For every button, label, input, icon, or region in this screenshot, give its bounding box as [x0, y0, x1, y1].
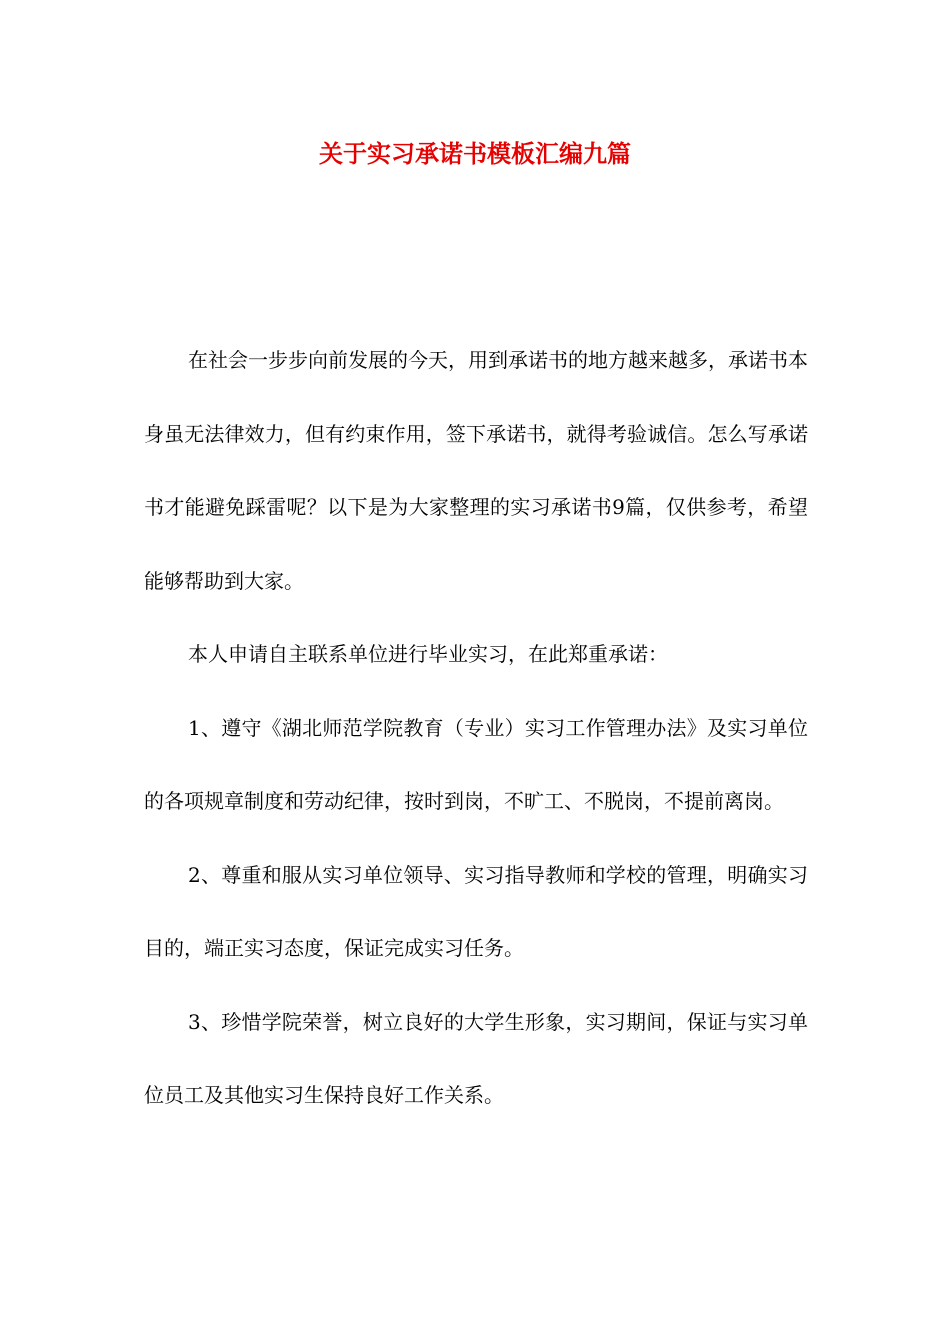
paragraph-item-3: 3、珍惜学院荣誉，树立良好的大学生形象，实习期间，保证与实习单位员工及其他实习生保持良好工作关系。 [144, 1009, 808, 1107]
document-title: 关于实习承诺书模板汇编九篇 [319, 139, 631, 168]
document-body [144, 324, 808, 1133]
paragraph-statement: 本人申请自主联系单位进行毕业实习，在此郑重承诺： [188, 642, 668, 666]
paragraph-item-2: 2、尊重和服从实习单位领导、实习指导教师和学校的管理，明确实习目的，端正实习态度，保证完成实习任务。 [144, 862, 808, 960]
paragraph-item-1: 1、遵守《湖北师范学院教育（专业）实习工作管理办法》及实习单位的各项规章制度和劳动纪律，按时到岗，不旷工、不脱岗，不提前离岗。 [144, 715, 808, 813]
paragraph-intro: 在社会一步步向前发展的今天，用到承诺书的地方越来越多，承诺书本身虽无法律效力，但有约束作用，签下承诺书，就得考验诚信。怎么写承诺书才能避免踩雷呢？以下是为大家整理的实习承诺书9篇，仅供参考，希望能够帮助到大家。 [144, 348, 808, 593]
